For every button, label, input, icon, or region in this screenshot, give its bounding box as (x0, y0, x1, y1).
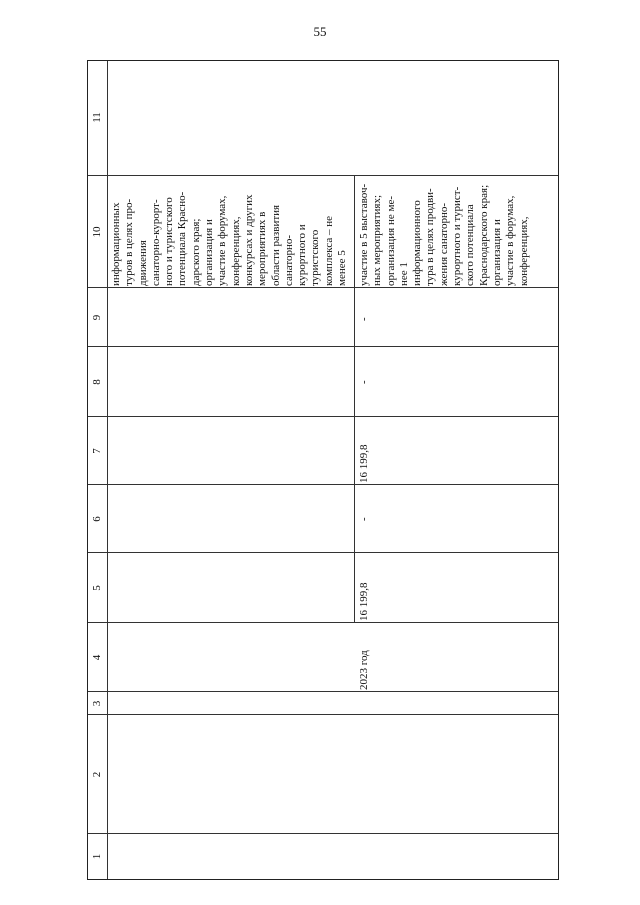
col-header-5: 5 (91, 585, 103, 591)
continued-measure-text: информационных туров в целях про- движения санаторно-курорт- ного и туристского потенциала Красно- дарского края; организация и участие в форумах, конференциях, конкурсах и других мероприятиях в области развития санаторно- курортного и туристского комплекса – не менее 5 (110, 191, 349, 286)
col-header-3: 3 (91, 700, 103, 707)
col-header-10: 10 (91, 226, 103, 238)
year-cell: 2023 год (358, 650, 370, 690)
table-grid (87, 60, 559, 880)
col-header-1: 1 (91, 853, 103, 860)
col-divider (88, 346, 558, 347)
col-divider (88, 714, 558, 715)
col6-value-cell: - (358, 517, 370, 521)
col-header-4: 4 (91, 654, 103, 661)
col-divider (88, 622, 558, 623)
col9-value-cell: - (358, 317, 370, 321)
col-header-2: 2 (91, 771, 103, 778)
page-number: 55 (313, 24, 327, 39)
col-divider (88, 416, 558, 417)
measure-description-cell: участие в 5 выставоч- ных мероприятиях; организация не ме- нее 1 информационного тура в целях продви- жения санаторно- курортного и турист- ского потенциала Краснодарского края; организация и участие в форумах, конференциях, (358, 183, 530, 286)
col-divider (88, 484, 558, 485)
col7-amount-cell: 16 199,8 (358, 444, 370, 483)
col-header-11: 11 (91, 112, 103, 123)
rotated-table (87, 60, 559, 880)
col-header-7: 7 (91, 448, 103, 454)
col-divider (88, 552, 558, 553)
col-header-9: 9 (91, 314, 103, 321)
col-header-6: 6 (91, 516, 103, 522)
col8-value-cell: - (358, 380, 370, 384)
total-amount-cell: 16 199,8 (358, 582, 370, 621)
row-rule (354, 176, 355, 623)
col-divider (88, 287, 558, 288)
header-rule (107, 61, 108, 879)
col-header-8: 8 (91, 379, 103, 385)
col-divider (88, 691, 558, 692)
col-divider (88, 833, 558, 834)
